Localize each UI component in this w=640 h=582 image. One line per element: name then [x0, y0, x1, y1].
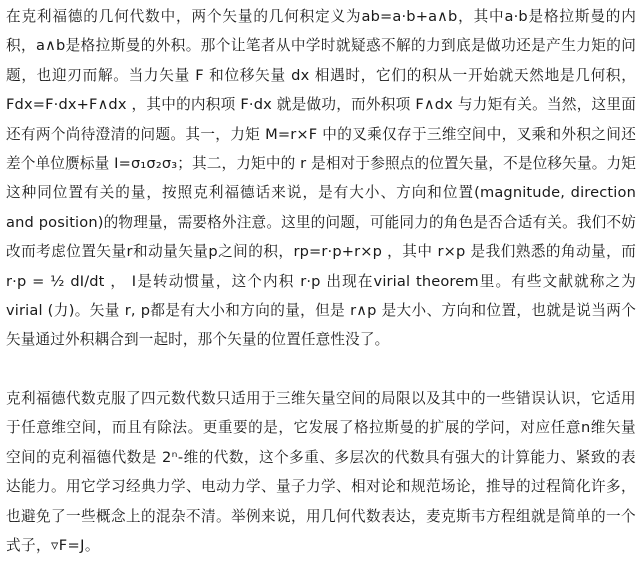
paragraph-geometric-product: 在克利福德的几何代数中，两个矢量的几何积定义为ab=a·b+a∧b，其中a·b是格拉斯曼的内积，a∧b是格拉斯曼的外积。那个让笔者从中学时就疑惑不解的力到底是做功还是产生力矩的问题，也迎刃而解。当力矢量 F 和位移矢量 dx 相遇时，它们的积从一开始就天然地是几何积，Fdx=F·dx+F∧dx ，其中的内积项 F·dx 就是做功，而外积项 F∧dx 与力矩有关。当然，这里面还有两个尚待澄清的问题。其一，力矩 M=r×F 中的叉乘仅存于三维空间中，叉乘和外积之间还差个单位赝标量 I=σ₁σ₂σ₃；其二，力矩中的 r 是相对于参照点的位置矢量，不是位移矢量。力矩这种同位置有关的量，按照克利福德话来说，是有大小、方向和位置(magnitude, direction and position)的物理量，需要格外注意。这里的问题，可能同力的角色是否合适有关。我们不妨改而考虑位置矢量r和动量矢量p之间的积，rp=r·p+r×p ，其中 r×p 是我们熟悉的角动量，而 r·p = ½ dI/dt ， I是转动惯量，这个内积 r·p 出现在virial theorem里。有些文献就称之为virial (力)。矢量 r, p都是有大小和方向的量，但是 r∧p 是大小、方向和位置，也就是说当两个矢量通过外积耦合到一起时，那个矢量的位置任意性没了。: [6, 8, 636, 349]
paragraph-clifford-algebra: 克利福德代数克服了四元数代数只适用于三维矢量空间的局限以及其中的一些错误认识，它适用于任意维空间，而且有除法。更重要的是，它发展了格拉斯曼的扩展的学问，对应任意n维矢量空间的克利福德代数是 2ⁿ-维的代数，这个多重、多层次的代数具有强大的计算能力、紧致的表达能力。用它学习经典力学、电动力学、量子力学、相对论和规范场论，推导的过程简化许多，也避免了一些概念上的混杂不清。举例来说，用几何代数表达，麦克斯韦方程组就是简单的一个式子，▿F=J。: [6, 389, 636, 554]
